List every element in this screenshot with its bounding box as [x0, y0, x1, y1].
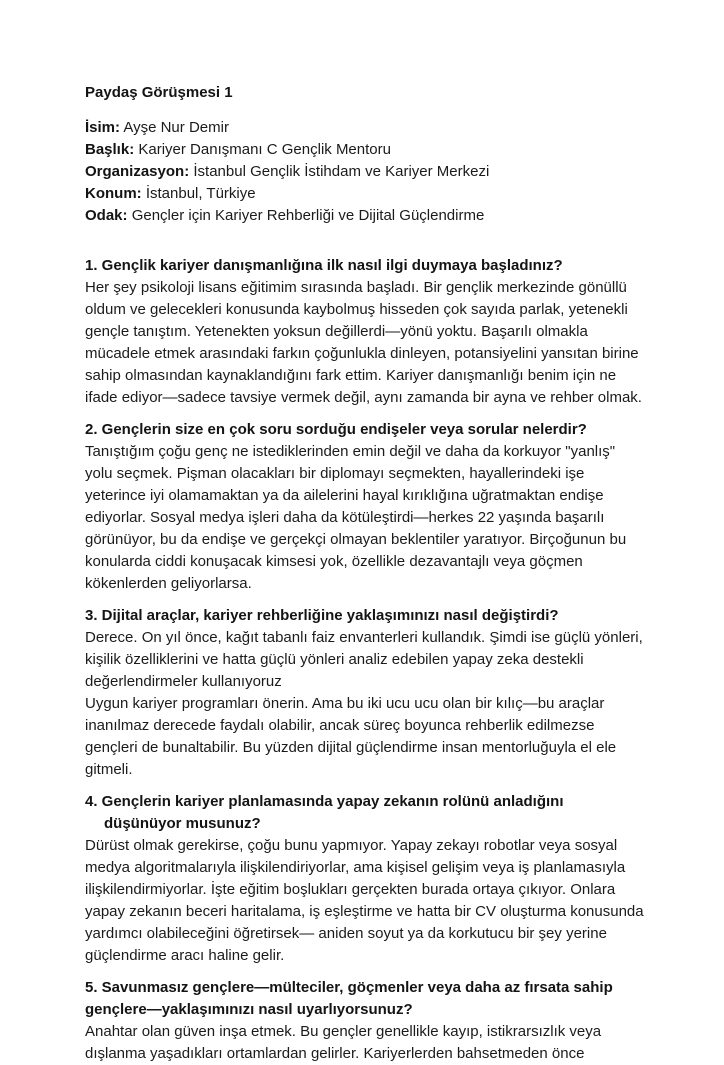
- meta-value-title: Kariyer Danışmanı C Gençlik Mentoru: [138, 141, 391, 158]
- qa-section-5: [85, 977, 645, 1065]
- question-4: 4. Gençlerin kariyer planlamasında yapay zekanın rolünü anladığını düşünüyor musunuz?: [85, 793, 564, 832]
- meta-block: [85, 117, 645, 227]
- meta-label-focus: Odak:: [85, 207, 128, 224]
- meta-row-organization: [85, 161, 645, 183]
- meta-label-title: Başlık:: [85, 141, 135, 158]
- question-1: 1. Gençlik kariyer danışmanlığına ilk nasıl ilgi duymaya başladınız?: [85, 257, 563, 274]
- qa-section-1: [85, 255, 645, 409]
- meta-label-name: İsim:: [85, 119, 121, 136]
- question-2: 2. Gençlerin size en çok soru sorduğu endişeler veya sorular nelerdir?: [85, 421, 587, 438]
- answer-3-part-2: Uygun kariyer programları önerin. Ama bu iki ucu ucu olan bir kılıç—bu araçlar inanılmaz derecede faydalı olabilir, ancak süreç boyunca rehberlik edilmezse gençleri de bunaltabilir. Bu yüzden dijital güçlendirme insan mentorluğuyla el ele gitmeli.: [85, 695, 617, 778]
- answer-3-part-1: Derece. On yıl önce, kağıt tabanlı faiz envanterleri kullandık. Şimdi ise güçlü yönleri, kişilik özelliklerini ve hatta güçlü yönleri analiz edebilen yapay zeka destekli değerlendirmeler kullanıyoruz: [85, 629, 643, 690]
- meta-row-name: [85, 117, 645, 139]
- answer-4: Dürüst olmak gerekirse, çoğu bunu yapmıyor. Yapay zekayı robotlar veya sosyal medya algoritmalarıyla ilişkilendiriyorlar, ama kişisel gelişim veya iş planlamasıyla ilişkilendirmiyorlar. İşte eğitim boşlukları gerçekten burada ortaya çıkıyor. Onlara yapay zekanın beceri haritalama, iş eşleştirme ve hatta bir CV oluşturma konusunda yardımcı olabileceğini öğretirsek— aniden soyut ya da korkutucu bir şey yerine güçlendirme aracı haline gelir.: [85, 837, 644, 964]
- qa-section-2: [85, 419, 645, 595]
- meta-value-location: İstanbul, Türkiye: [145, 185, 256, 202]
- answer-5: Anahtar olan güven inşa etmek. Bu gençler genellikle kayıp, istikrarsızlık veya dışlanma yaşadıkları ortamlardan gelirler. Kariyerlerden bahsetmeden önce: [85, 1023, 602, 1062]
- meta-row-title: [85, 139, 645, 161]
- qa-section-3: [85, 605, 645, 781]
- meta-row-location: [85, 183, 645, 205]
- question-5: 5. Savunmasız gençlere—mülteciler, göçmenler veya daha az fırsata sahip gençlere—yaklaşımınızı nasıl uyarlıyorsunuz?: [85, 979, 613, 1018]
- qa-section-4: [85, 791, 645, 967]
- meta-value-focus: Gençler için Kariyer Rehberliği ve Dijital Güçlendirme: [131, 207, 485, 224]
- question-3: 3. Dijital araçlar, kariyer rehberliğine yaklaşımınızı nasıl değiştirdi?: [85, 607, 559, 624]
- document-title: Paydaş Görüşmesi 1: [85, 84, 233, 101]
- meta-row-focus: [85, 205, 645, 227]
- meta-value-name: Ayşe Nur Demir: [123, 119, 229, 136]
- meta-label-location: Konum:: [85, 185, 142, 202]
- meta-label-organization: Organizasyon:: [85, 163, 190, 180]
- answer-1: Her şey psikoloji lisans eğitimim sırasında başladı. Bir gençlik merkezinde gönüllü oldum ve gelecekleri konusunda kaybolmuş hisseden çok sayıda parlak, yetenekli gençle tanıştım. Yetenekten yoksun değillerdi—yönü yoktu. Başarılı olmakla mücadele etmek arasındaki farkın çoğunlukla dinleyen, potansiyelini yansıtan birine sahip olmasından kaynaklandığını fark ettim. Kariyer danışmanlığı benim için ne ifade ediyor—sadece tavsiye vermek değil, aynı zamanda bir ayna ve rehber olmak.: [85, 279, 642, 406]
- meta-value-organization: İstanbul Gençlik İstihdam ve Kariyer Merkezi: [193, 163, 490, 180]
- answer-2: Tanıştığım çoğu genç ne istediklerinden emin değil ve daha da korkuyor "yanlış" yolu seçmek. Pişman olacakları bir diplomayı seçmekten, hayallerindeki işe yeterince iyi olamamaktan ya da ailelerini hayal kırıklığına uğratmaktan endişe ediyorlar. Sosyal medya işleri daha da kötüleştirdi—herkes 22 yaşında başarılı görünüyor, bu da endişe ve gerçekçi olmayan beklentiler yaratıyor. Birçoğunun bu konularda ciddi konuşacak kimsesi yok, özellikle dezavantajlı veya göçmen kökenlerden geliyorlarsa.: [85, 443, 627, 592]
